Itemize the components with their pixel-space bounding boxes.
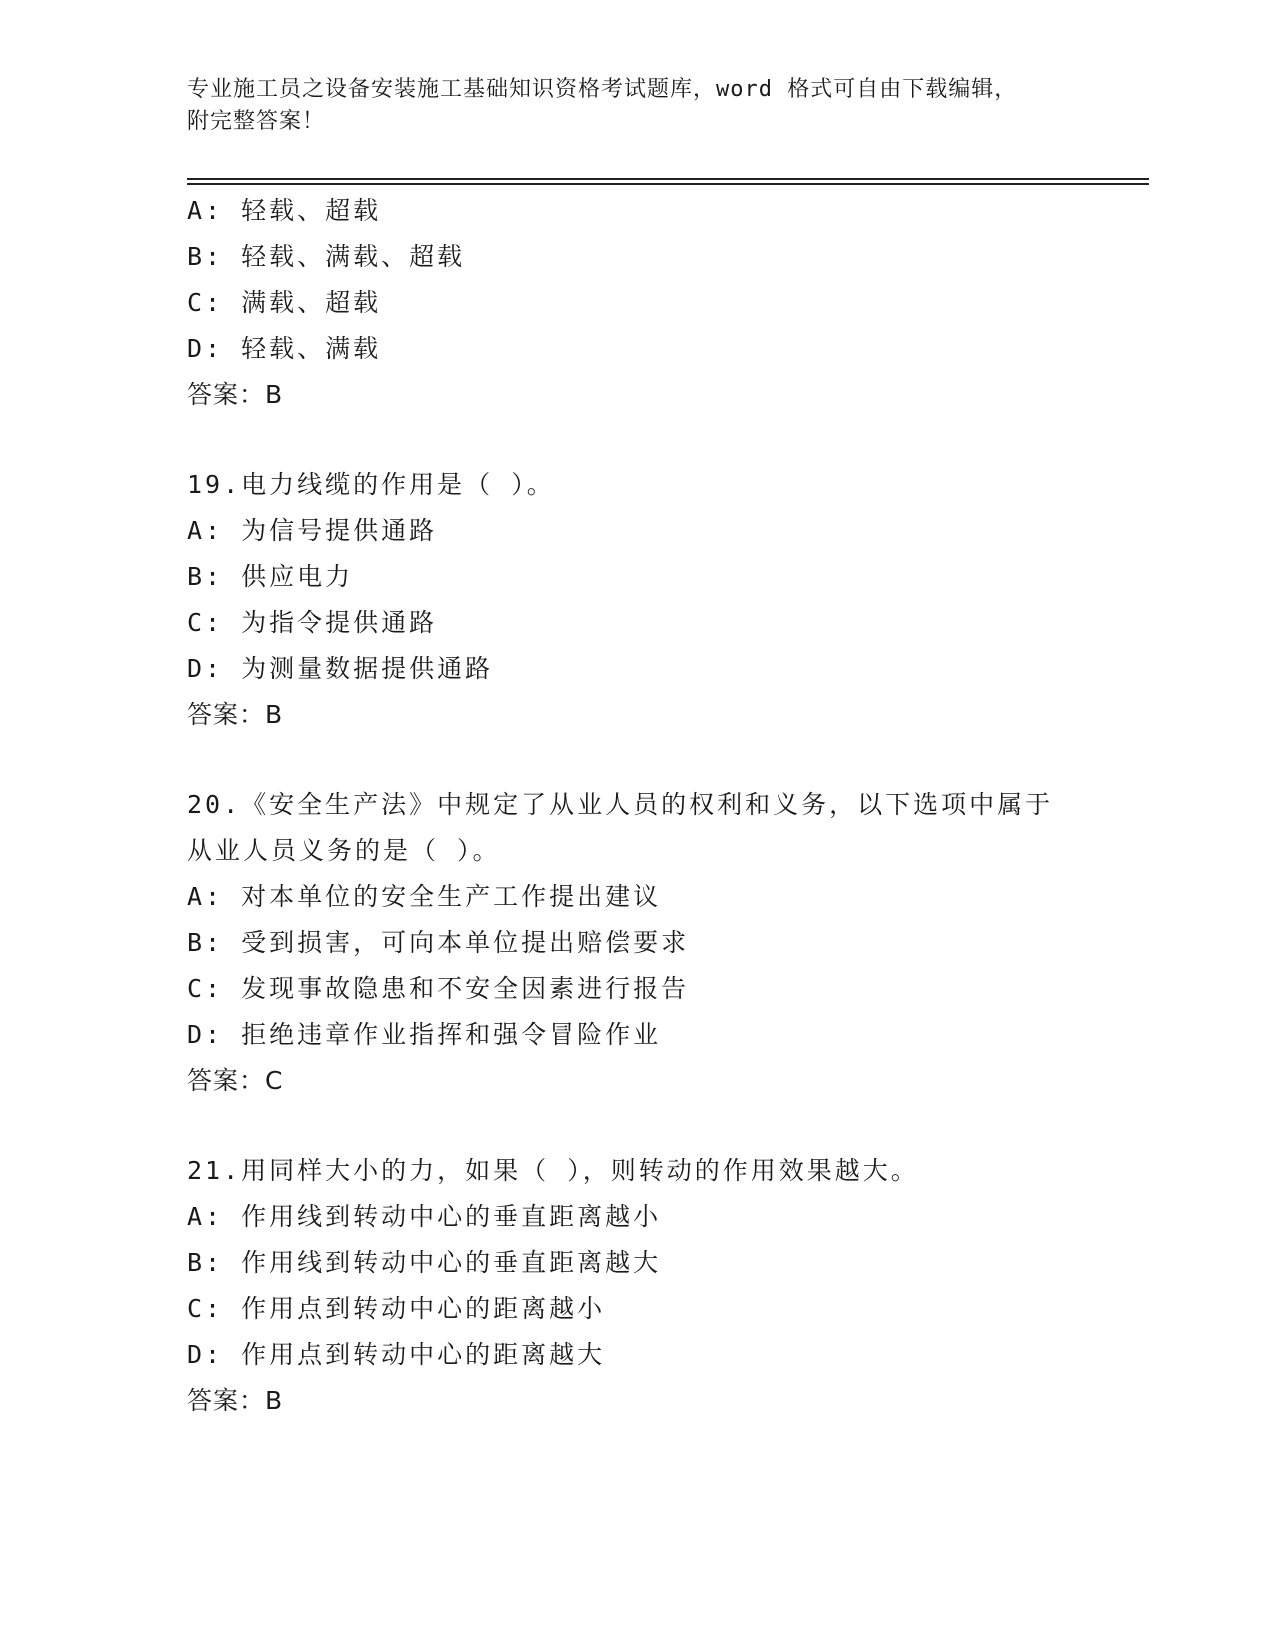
header-divider-top (187, 178, 1149, 180)
option-a: A: 轻载、超载 (187, 196, 382, 225)
answer-line: 答案：C (187, 1066, 284, 1095)
option-b: B: 受到损害，可向本单位提出赔偿要求 (187, 928, 690, 957)
option-b: B: 供应电力 (187, 562, 354, 591)
option-d: D: 轻载、满载 (187, 334, 382, 363)
option-a: A: 作用线到转动中心的垂直距离越小 (187, 1202, 662, 1231)
option-a: A: 为信号提供通路 (187, 516, 438, 545)
header-divider-bottom (187, 183, 1149, 185)
option-c: C: 作用点到转动中心的距离越小 (187, 1294, 606, 1323)
question-18-block (187, 188, 1087, 418)
question-stem: 19.电力线缆的作用是（ ）。 (187, 470, 555, 499)
answer-line: 答案：B (187, 700, 284, 729)
document-header (187, 74, 1087, 138)
answer-line: 答案：B (187, 380, 284, 409)
option-d: D: 拒绝违章作业指挥和强令冒险作业 (187, 1020, 662, 1049)
option-c: C: 为指令提供通路 (187, 608, 438, 637)
question-19-block (187, 462, 1087, 738)
header-line-1: 专业施工员之设备安装施工基础知识资格考试题库，word 格式可自由下载编辑， (187, 77, 1018, 102)
question-stem: 21.用同样大小的力，如果（ ），则转动的作用效果越大。 (187, 1156, 919, 1185)
question-21-block (187, 1148, 1087, 1424)
option-d: D: 作用点到转动中心的距离越大 (187, 1340, 606, 1369)
question-stem: 20.《安全生产法》中规定了从业人员的权利和义务，以下选项中属于 (187, 790, 1054, 819)
spacer (187, 418, 1087, 462)
question-20-block (187, 782, 1087, 1104)
option-b: B: 作用线到转动中心的垂直距离越大 (187, 1248, 662, 1277)
option-a: A: 对本单位的安全生产工作提出建议 (187, 882, 662, 911)
question-stem-continuation: 从业人员义务的是（ ）。 (187, 836, 501, 865)
spacer (187, 1104, 1087, 1148)
option-c: C: 发现事故隐患和不安全因素进行报告 (187, 974, 690, 1003)
option-c: C: 满载、超载 (187, 288, 382, 317)
question-list (187, 188, 1087, 1424)
option-b: B: 轻载、满载、超载 (187, 242, 466, 271)
header-line-2: 附完整答案！ (187, 109, 326, 134)
option-d: D: 为测量数据提供通路 (187, 654, 494, 683)
spacer (187, 738, 1087, 782)
answer-line: 答案：B (187, 1386, 284, 1415)
